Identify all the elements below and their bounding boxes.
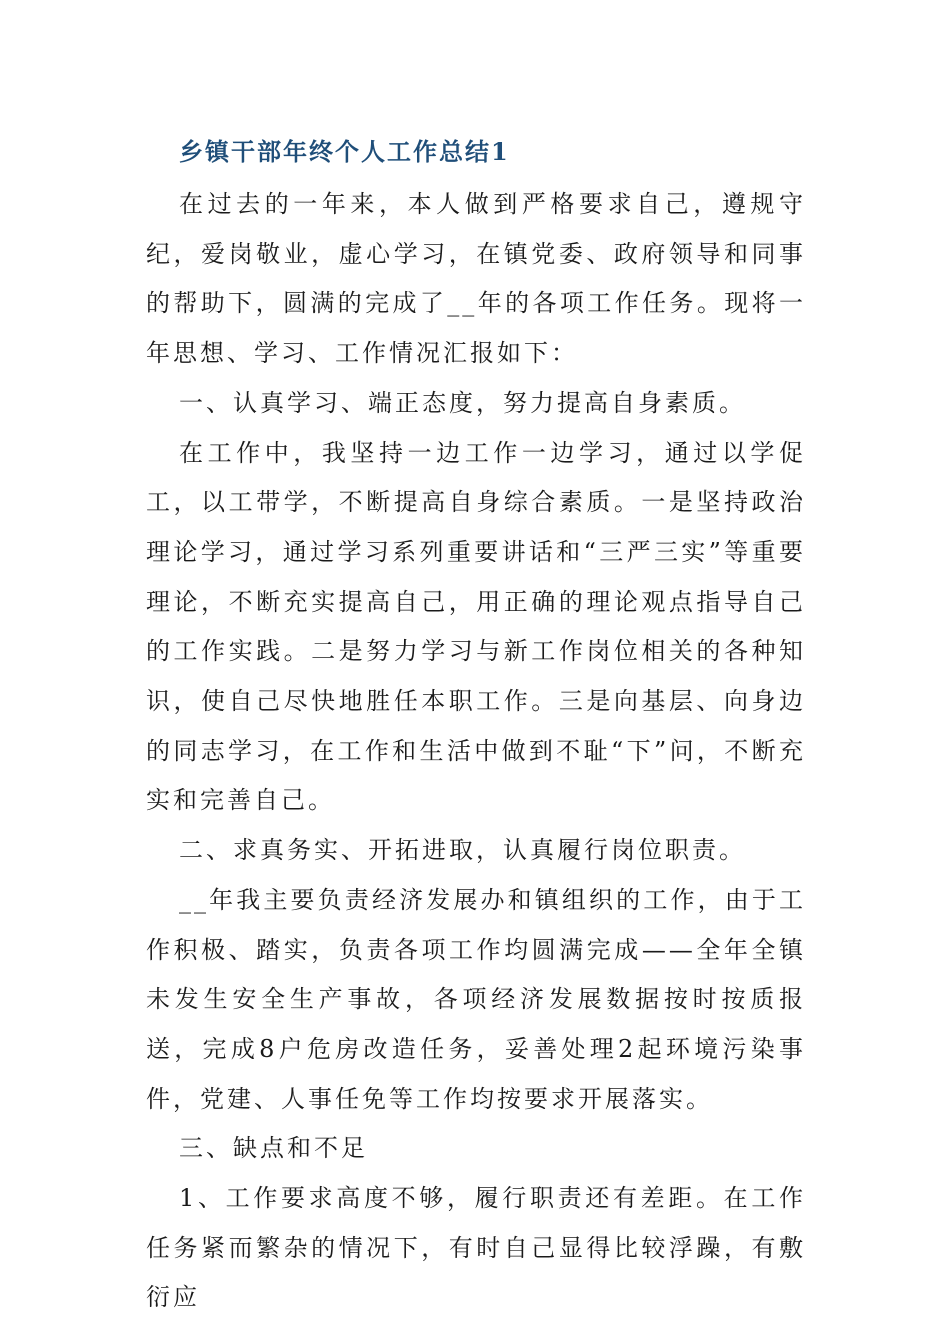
section-heading-2: 二、求真务实、开拓进取，认真履行岗位职责。 — [179, 836, 746, 865]
paragraph-shortcomings: 1、工作要求高度不够，履行职责还有差距。在工作任务紧而繁杂的情况下，有时自己显得比较浮躁，有敷衍应 — [146, 1184, 806, 1312]
section-heading-1: 一、认真学习、端正态度，努力提高自身素质。 — [179, 388, 746, 417]
paragraph-duties: __年我主要负责经济发展办和镇组织的工作，由于工作积极、踏实，负责各项工作均圆满完成——全年全镇未发生安全生产事故，各项经济发展数据按时按质报送，完成8户危房改造任务，妥善处理2起环境污染事件，党建、人事任免等工作均按要求开展落实。 — [146, 885, 806, 1113]
document-body — [146, 130, 806, 1323]
document-title: 乡镇干部年终个人工作总结1 — [179, 137, 510, 166]
paragraph-intro: 在过去的一年来，本人做到严格要求自己，遵规守纪，爱岗敬业，虚心学习，在镇党委、政府领导和同事的帮助下，圆满的完成了__年的各项工作任务。现将一年思想、学习、工作情况汇报如下： — [146, 190, 806, 368]
paragraph-study: 在工作中，我坚持一边工作一边学习，通过以学促工，以工带学，不断提高自身综合素质。一是坚持政治理论学习，通过学习系列重要讲话和“三严三实”等重要理论，不断充实提高自己，用正确的理论观点指导自己的工作实践。二是努力学习与新工作岗位相关的各种知识，使自己尽快地胜任本职工作。三是向基层、向身边的同志学习，在工作和生活中做到不耻“下”问，不断充实和完善自己。 — [146, 438, 806, 815]
section-heading-3: 三、缺点和不足 — [179, 1134, 368, 1163]
